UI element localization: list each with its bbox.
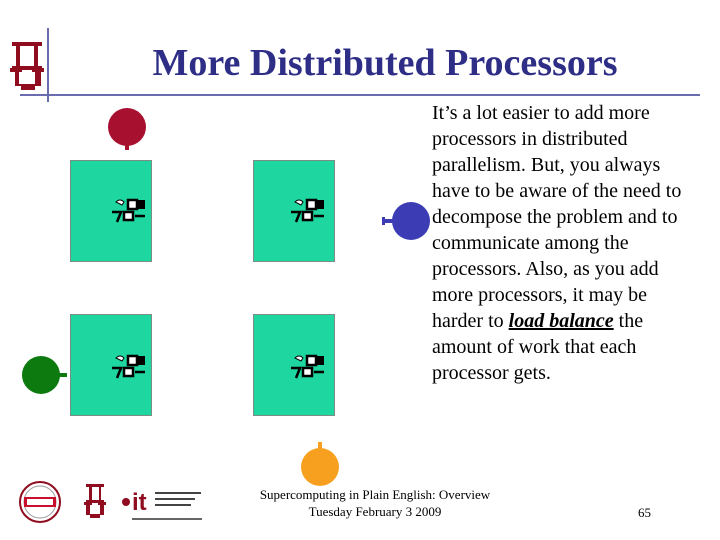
network-connector-icon [22, 356, 67, 394]
svg-text:it: it [132, 489, 147, 516]
footer-date: Tuesday February 3 2009 [308, 504, 442, 519]
footer [240, 486, 510, 520]
diagram [0, 100, 430, 490]
network-connector-icon [382, 202, 430, 240]
ou-logo-icon [84, 484, 106, 518]
load-balance-term: load balance [508, 310, 614, 332]
header-horizontal-rule [20, 94, 700, 96]
oscer-logo-icon [20, 482, 60, 522]
sponsor-logos [18, 480, 204, 526]
network-connector-icon [108, 108, 146, 150]
cpu-icon [110, 196, 150, 224]
footer-course-title: Supercomputing in Plain English: Overview [259, 487, 491, 502]
page-number: 65 [638, 505, 651, 520]
cpu-icon [289, 352, 329, 380]
cpu-icon [289, 196, 329, 224]
it-logo-icon [122, 489, 202, 520]
ou-logo-icon [6, 38, 48, 94]
body-text-after: the amount of work that each processor gets. [432, 310, 644, 384]
body-text-before: It’s a lot easier to add more processors in distributed parallelism. But, you always have to be aware of the need to decompose the problem and to communicate among the processors. Also, as you add more processors, it may be harder to [432, 102, 682, 332]
network-connector-icon [301, 442, 339, 486]
slide-title: More Distributed Processors [152, 42, 618, 84]
cpu-icon [110, 352, 150, 380]
slide-body-text [432, 100, 682, 386]
